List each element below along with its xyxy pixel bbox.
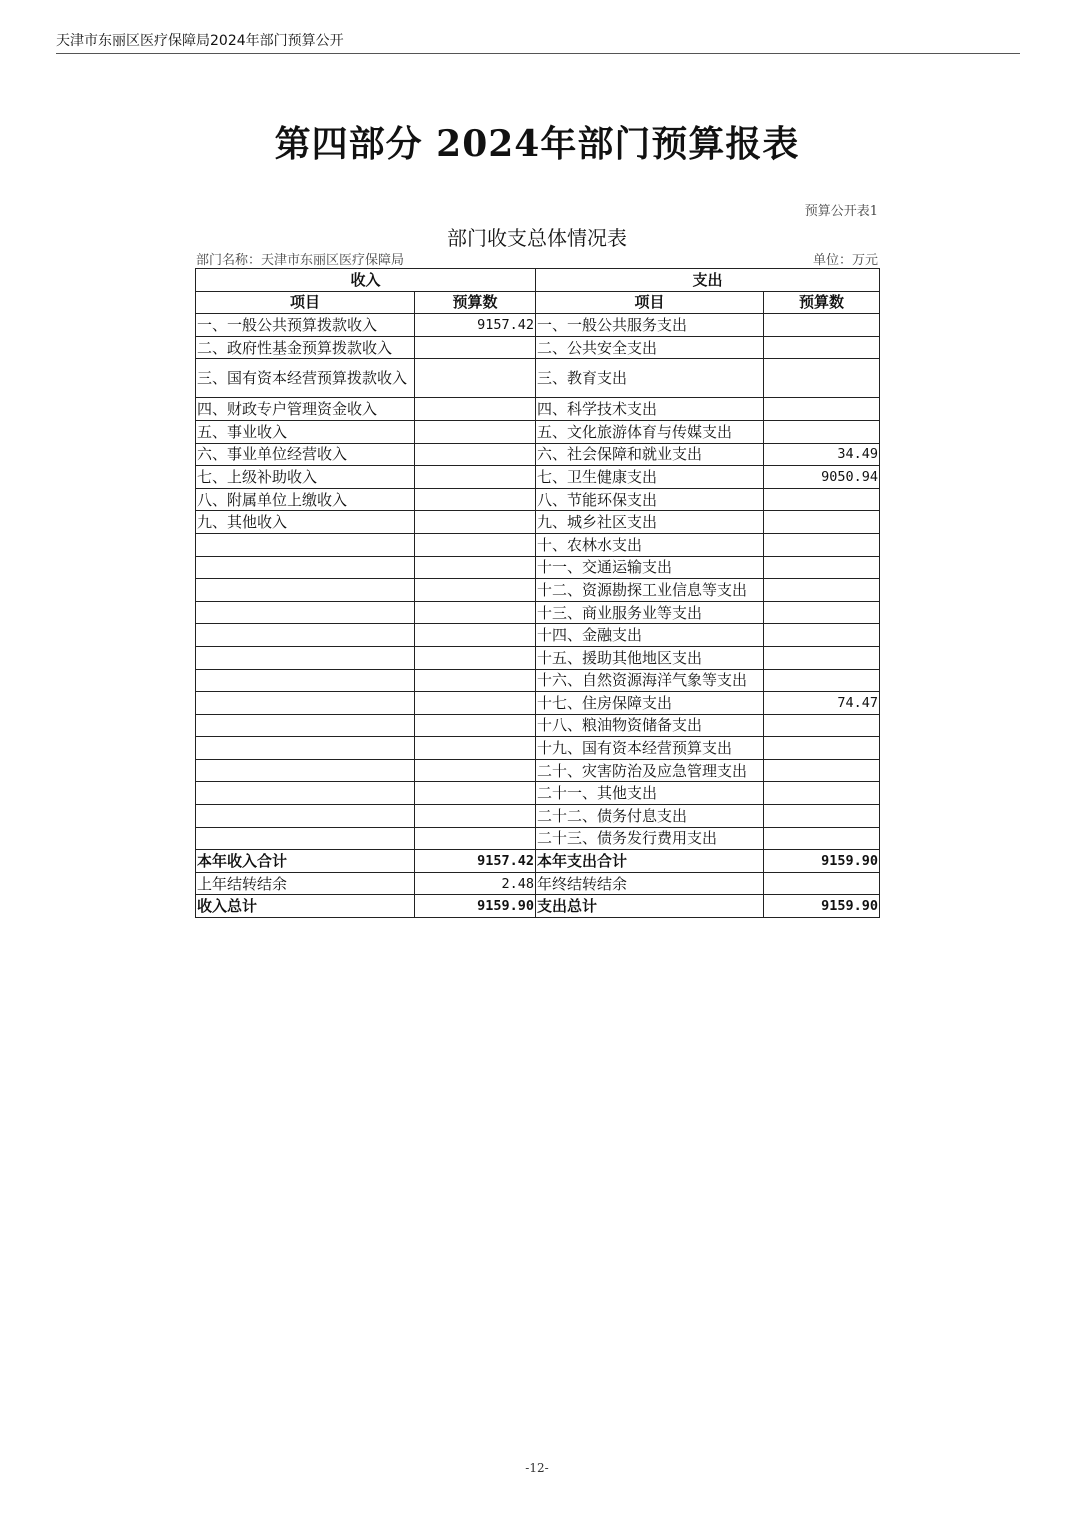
expense-amount-cell — [764, 556, 880, 579]
income-item-cell — [196, 782, 415, 805]
income-item-cell — [196, 579, 415, 602]
table-row — [196, 669, 880, 692]
expense-item-cell: 二十二、债务付息支出 — [536, 805, 764, 828]
expense-item-cell: 十八、粮油物资储备支出 — [536, 714, 764, 737]
table-row — [196, 466, 880, 489]
income-item-cell — [196, 692, 415, 715]
expense-item-cell: 十一、交通运输支出 — [536, 556, 764, 579]
table-row — [196, 601, 880, 624]
table-row — [196, 872, 880, 895]
table-row — [196, 850, 880, 873]
income-item-header: 项目 — [196, 291, 415, 314]
income-item-cell: 三、国有资本经营预算拨款收入 — [196, 359, 415, 398]
income-amount-cell — [415, 533, 536, 556]
table-row — [196, 579, 880, 602]
income-item-cell: 六、事业单位经营收入 — [196, 443, 415, 466]
expense-item-cell: 年终结转结余 — [536, 872, 764, 895]
table-row — [196, 895, 880, 918]
expense-item-cell: 二十三、债务发行费用支出 — [536, 827, 764, 850]
expense-item-cell: 六、社会保障和就业支出 — [536, 443, 764, 466]
expense-amount-cell — [764, 533, 880, 556]
expense-amount-cell — [764, 511, 880, 534]
expense-item-cell: 十、农林水支出 — [536, 533, 764, 556]
income-amount-cell — [415, 359, 536, 398]
table-row — [196, 782, 880, 805]
table-row — [196, 714, 880, 737]
table-row — [196, 533, 880, 556]
income-item-cell: 九、其他收入 — [196, 511, 415, 534]
expense-item-header: 项目 — [536, 291, 764, 314]
expense-amount-cell — [764, 759, 880, 782]
income-amount-cell: 9159.90 — [415, 895, 536, 918]
expense-amount-cell — [764, 359, 880, 398]
table-title: 部门收支总体情况表 — [447, 226, 627, 250]
income-amount-cell — [415, 624, 536, 647]
income-item-cell: 一、一般公共预算拨款收入 — [196, 314, 415, 337]
expense-item-cell: 十五、援助其他地区支出 — [536, 646, 764, 669]
expense-item-cell: 四、科学技术支出 — [536, 398, 764, 421]
income-amount-cell — [415, 601, 536, 624]
table-row — [196, 556, 880, 579]
expense-amount-cell — [764, 601, 880, 624]
table-row — [196, 646, 880, 669]
income-amount-cell — [415, 669, 536, 692]
expense-amount-cell: 9050.94 — [764, 466, 880, 489]
income-item-cell — [196, 601, 415, 624]
expense-item-cell: 十七、住房保障支出 — [536, 692, 764, 715]
income-amount-cell — [415, 646, 536, 669]
expense-amount-cell: 74.47 — [764, 692, 880, 715]
expense-item-cell: 二、公共安全支出 — [536, 336, 764, 359]
table-body — [196, 314, 880, 918]
expense-amount-cell — [764, 737, 880, 760]
expense-amount-cell — [764, 336, 880, 359]
expense-amount-cell — [764, 488, 880, 511]
table-code: 预算公开表1 — [804, 204, 878, 219]
expense-amount-cell — [764, 624, 880, 647]
income-amount-cell: 9157.42 — [415, 850, 536, 873]
income-amount-cell — [415, 782, 536, 805]
expense-item-cell: 十九、国有资本经营预算支出 — [536, 737, 764, 760]
expense-amount-cell — [764, 646, 880, 669]
table-row — [196, 336, 880, 359]
expense-amount-header: 预算数 — [764, 291, 880, 314]
expense-amount-cell — [764, 314, 880, 337]
income-amount-cell — [415, 398, 536, 421]
income-item-cell — [196, 556, 415, 579]
income-amount-cell — [415, 443, 536, 466]
income-item-cell — [196, 759, 415, 782]
table-row — [196, 737, 880, 760]
income-item-cell: 收入总计 — [196, 895, 415, 918]
income-amount-cell — [415, 805, 536, 828]
table-row — [196, 398, 880, 421]
income-item-cell: 七、上级补助收入 — [196, 466, 415, 489]
table-row — [196, 420, 880, 443]
income-amount-cell — [415, 420, 536, 443]
expense-amount-cell — [764, 669, 880, 692]
page-title: 第四部分 2024年部门预算报表 — [274, 123, 800, 165]
income-item-cell: 五、事业收入 — [196, 420, 415, 443]
income-item-cell: 八、附属单位上缴收入 — [196, 488, 415, 511]
income-amount-cell — [415, 692, 536, 715]
income-amount-cell: 9157.42 — [415, 314, 536, 337]
unit-label: 单位：万元 — [812, 253, 878, 268]
header-divider — [56, 53, 1020, 54]
expense-item-cell: 支出总计 — [536, 895, 764, 918]
expense-amount-cell — [764, 805, 880, 828]
income-item-cell — [196, 714, 415, 737]
expense-amount-cell: 9159.90 — [764, 850, 880, 873]
income-amount-cell — [415, 488, 536, 511]
expense-item-cell: 三、教育支出 — [536, 359, 764, 398]
income-group-header: 收入 — [196, 269, 536, 292]
income-amount-cell — [415, 579, 536, 602]
expense-item-cell: 九、城乡社区支出 — [536, 511, 764, 534]
income-amount-header: 预算数 — [415, 291, 536, 314]
page-number: -12- — [525, 1461, 549, 1475]
income-amount-cell: 2.48 — [415, 872, 536, 895]
income-item-cell: 四、财政专户管理资金收入 — [196, 398, 415, 421]
expense-amount-cell — [764, 872, 880, 895]
income-amount-cell — [415, 827, 536, 850]
expense-amount-cell — [764, 579, 880, 602]
expense-item-cell: 十二、资源勘探工业信息等支出 — [536, 579, 764, 602]
table-row — [196, 624, 880, 647]
running-header: 天津市东丽区医疗保障局2024年部门预算公开 — [56, 33, 344, 49]
table-row — [196, 827, 880, 850]
budget-table — [195, 268, 880, 918]
income-amount-cell — [415, 737, 536, 760]
expense-item-cell: 一、一般公共服务支出 — [536, 314, 764, 337]
expense-item-cell: 十三、商业服务业等支出 — [536, 601, 764, 624]
income-item-cell: 本年收入合计 — [196, 850, 415, 873]
expense-item-cell: 二十一、其他支出 — [536, 782, 764, 805]
department-name: 部门名称：天津市东丽区医疗保障局 — [196, 253, 405, 268]
income-amount-cell — [415, 556, 536, 579]
expense-item-cell: 本年支出合计 — [536, 850, 764, 873]
expense-amount-cell: 9159.90 — [764, 895, 880, 918]
income-item-cell — [196, 624, 415, 647]
income-item-cell — [196, 646, 415, 669]
income-item-cell — [196, 737, 415, 760]
table-row — [196, 692, 880, 715]
income-amount-cell — [415, 714, 536, 737]
expense-item-cell: 十六、自然资源海洋气象等支出 — [536, 669, 764, 692]
income-item-cell — [196, 805, 415, 828]
expense-item-cell: 八、节能环保支出 — [536, 488, 764, 511]
table-row — [196, 805, 880, 828]
income-amount-cell — [415, 511, 536, 534]
expense-item-cell: 七、卫生健康支出 — [536, 466, 764, 489]
income-item-cell: 二、政府性基金预算拨款收入 — [196, 336, 415, 359]
table-group-header — [196, 269, 880, 292]
table-column-header — [196, 291, 880, 314]
income-item-cell — [196, 669, 415, 692]
table-row — [196, 314, 880, 337]
income-amount-cell — [415, 466, 536, 489]
table-row — [196, 359, 880, 398]
expense-amount-cell — [764, 420, 880, 443]
expense-item-cell: 二十、灾害防治及应急管理支出 — [536, 759, 764, 782]
income-item-cell: 上年结转结余 — [196, 872, 415, 895]
expense-item-cell: 十四、金融支出 — [536, 624, 764, 647]
expense-group-header: 支出 — [536, 269, 880, 292]
income-item-cell — [196, 533, 415, 556]
table-row — [196, 759, 880, 782]
expense-amount-cell — [764, 782, 880, 805]
expense-amount-cell — [764, 827, 880, 850]
table-row — [196, 443, 880, 466]
table-row — [196, 511, 880, 534]
expense-amount-cell: 34.49 — [764, 443, 880, 466]
table-row — [196, 488, 880, 511]
expense-amount-cell — [764, 714, 880, 737]
income-amount-cell — [415, 336, 536, 359]
income-amount-cell — [415, 759, 536, 782]
expense-amount-cell — [764, 398, 880, 421]
income-item-cell — [196, 827, 415, 850]
expense-item-cell: 五、文化旅游体育与传媒支出 — [536, 420, 764, 443]
